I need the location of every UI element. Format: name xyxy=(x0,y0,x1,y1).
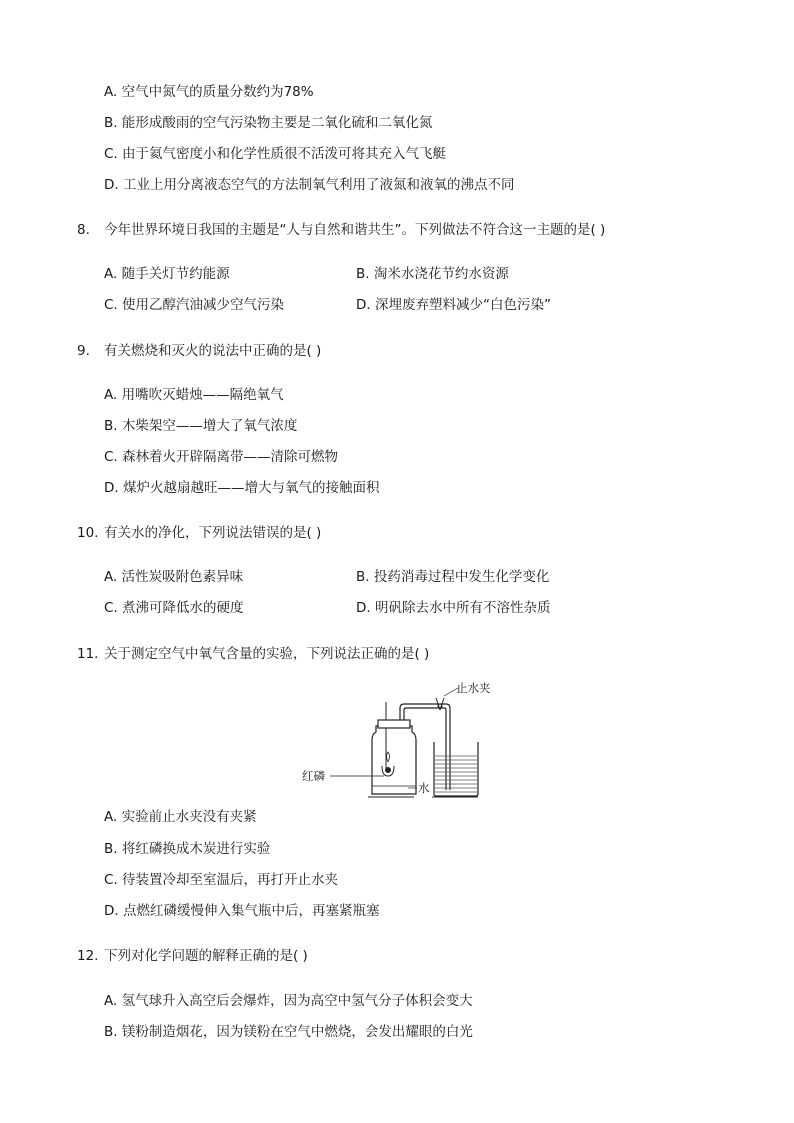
q7-option-b: B. 能形成酸雨的空气污染物主要是二氧化硫和二氧化氮 xyxy=(104,115,433,131)
q8-option-c: C. 使用乙醇汽油减少空气污染 xyxy=(104,297,285,313)
q11-text: 关于测定空气中氧气含量的实验，下列说法正确的是( ) xyxy=(104,646,430,662)
q9-option-c: C. 森林着火开辟隔离带——清除可燃物 xyxy=(104,449,339,465)
q8-text: 今年世界环境日我国的主题是“人与自然和谐共生”。下列做法不符合这一主题的是( ) xyxy=(104,222,606,238)
q10-number: 10. xyxy=(77,525,99,541)
q9-number: 9. xyxy=(77,343,90,359)
q9-option-d: D. 煤炉火越扇越旺——增大与氧气的接触面积 xyxy=(104,480,380,496)
q10-option-d: D. 明矾除去水中所有不溶性杂质 xyxy=(356,600,551,616)
q12-option-a: A. 氢气球升入高空后会爆炸，因为高空中氢气分子体积会变大 xyxy=(104,993,473,1009)
q10-text: 有关水的净化，下列说法错误的是( ) xyxy=(104,525,322,541)
apparatus-diagram xyxy=(296,680,506,802)
q9-option-b: B. 木柴架空——增大了氧气浓度 xyxy=(104,418,298,434)
q11-option-d: D. 点燃红磷缓慢伸入集气瓶中后，再塞紧瓶塞 xyxy=(104,903,380,919)
q8-number: 8. xyxy=(77,222,90,238)
q8-option-a: A. 随手关灯节约能源 xyxy=(104,266,230,282)
q10-option-b: B. 投药消毒过程中发生化学变化 xyxy=(356,569,550,585)
label-water: 水 xyxy=(418,781,430,795)
label-phosphorus: 红磷 xyxy=(302,769,325,783)
q10-option-a: A. 活性炭吸附色素异味 xyxy=(104,569,244,585)
q9-text: 有关燃烧和灭火的说法中正确的是( ) xyxy=(104,343,322,359)
gas-bottle xyxy=(372,726,416,794)
q11-option-b: B. 将红磷换成木炭进行实验 xyxy=(104,841,271,857)
connecting-tube xyxy=(400,704,450,790)
q11-option-a: A. 实验前止水夹没有夹紧 xyxy=(104,809,257,825)
red-phosphorus xyxy=(385,767,391,773)
label-clamp: 止水夹 xyxy=(456,681,491,695)
q7-option-a: A. 空气中氮气的质量分数约为78% xyxy=(104,84,314,100)
q9-option-a: A. 用嘴吹灭蜡烛——隔绝氧气 xyxy=(104,387,284,403)
q10-option-c: C. 煮沸可降低水的硬度 xyxy=(104,600,244,616)
q7-option-c: C. 由于氦气密度小和化学性质很不活泼可将其充入气飞艇 xyxy=(104,146,447,162)
q12-number: 12. xyxy=(77,948,99,964)
q8-option-b: B. 淘米水浇花节约水资源 xyxy=(356,266,509,282)
flame-icon xyxy=(387,752,390,762)
q11-number: 11. xyxy=(77,646,99,662)
q11-option-c: C. 待装置冷却至室温后，再打开止水夹 xyxy=(104,872,339,888)
q12-option-b: B. 镁粉制造烟花，因为镁粉在空气中燃烧，会发出耀眼的白光 xyxy=(104,1024,473,1040)
q7-option-d: D. 工业上用分离液态空气的方法制氧气利用了液氮和液氧的沸点不同 xyxy=(104,177,515,193)
oxygen-experiment-figure xyxy=(296,680,506,802)
beaker-water xyxy=(435,756,477,792)
q12-text: 下列对化学问题的解释正确的是( ) xyxy=(104,948,308,964)
bottle-stopper xyxy=(378,720,410,728)
q8-option-d: D. 深埋废弃塑料减少“白色污染” xyxy=(356,297,551,313)
